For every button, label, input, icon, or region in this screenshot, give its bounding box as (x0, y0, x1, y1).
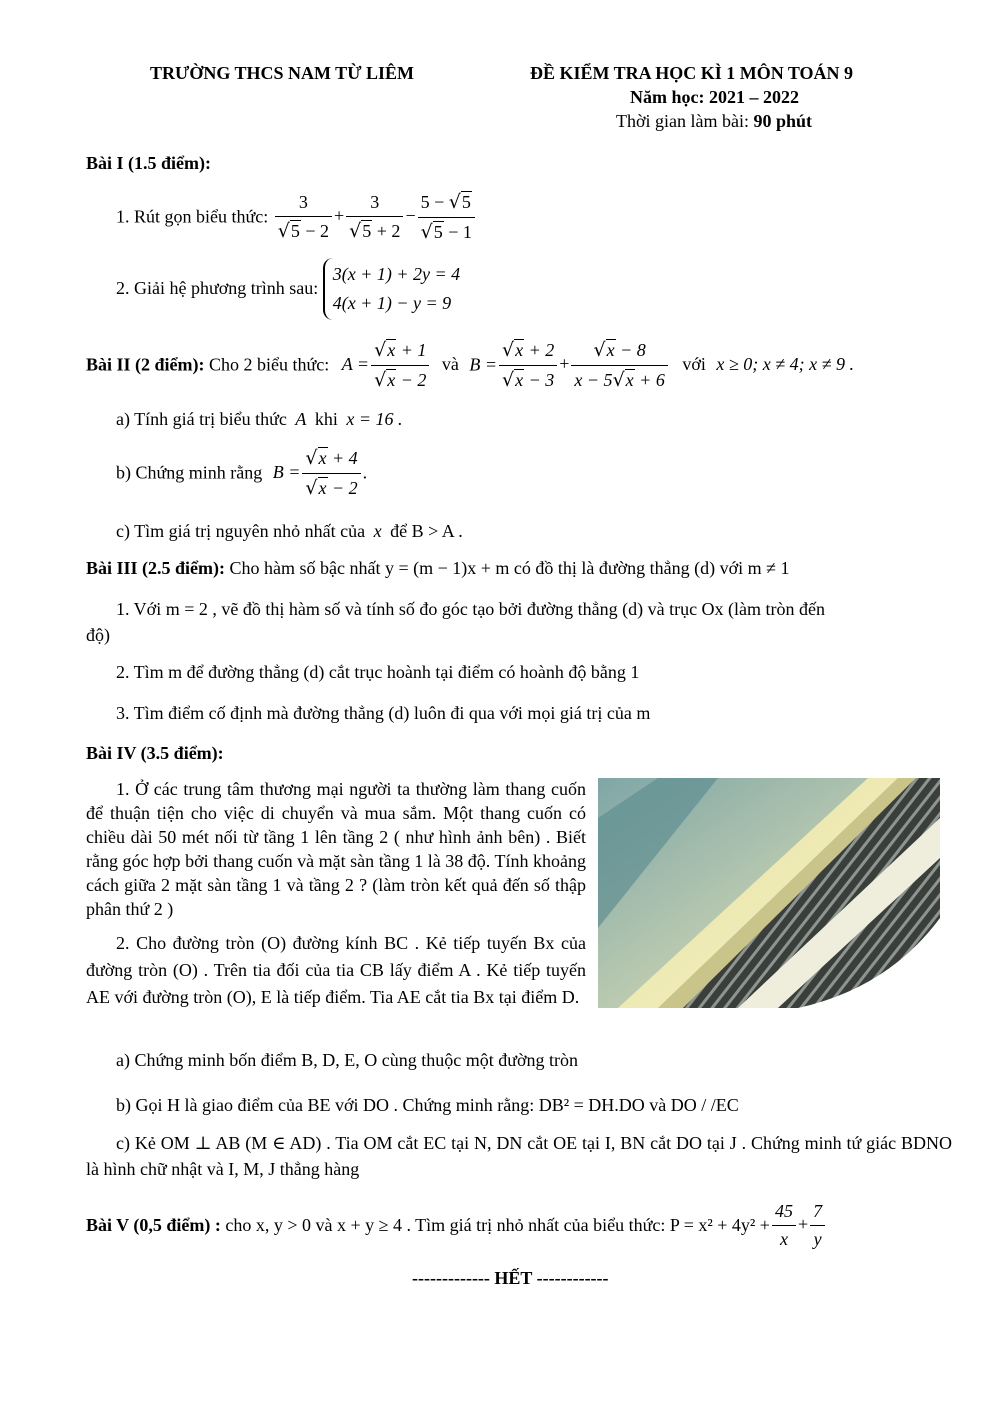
bai1-q1-text: 1. Rút gọn biểu thức: (116, 206, 269, 227)
equation-1: 3(x + 1) + 2y = 4 (332, 264, 461, 284)
expr-B-part2: $\frac{√x - 8}{x - 5√x + 6}$ (571, 338, 667, 392)
bai4-qa: a) Chứng minh bốn điểm B, D, E, O cùng thuộc một đường tròn (116, 1050, 578, 1070)
exam-time-label: Thời gian làm bài: (616, 111, 754, 131)
bai3-q3: 3. Tìm điểm cố định mà đường thẳng (d) luôn đi qua với mọi giá trị của m (116, 703, 651, 723)
fraction-7-y: $\frac{7}{y}$ (810, 1200, 825, 1252)
school-year: Năm học: 2021 – 2022 (630, 87, 799, 107)
bai3-q1b: độ) (86, 625, 110, 645)
bai2-qa-when: khi (314, 409, 338, 429)
exam-title: ĐỀ KIỂM TRA HỌC KÌ 1 MÔN TOÁN 9 (530, 63, 854, 83)
bai3-title: Bài III (2.5 điểm): (86, 558, 225, 578)
escalator-photo (598, 778, 940, 1008)
equation-2: 4(x + 1) − y = 9 (332, 292, 452, 313)
bai5-line: Bài V (0,5 điểm) : cho x, y > 0 và x + y ≥ 4 . Tìm giá trị nhỏ nhất của biểu thức: P = x² + 4y² + $\frac{45}{x}$ + $\frac{7}{y}$ (86, 1200, 827, 1252)
bai1-q1: 1. Rút gọn biểu thức: $\frac{3}{√5 - 2}$ + $\frac{3}{√5 + 2}$ − $\frac{5 - √5}{√5 - 1}$ (116, 190, 477, 244)
bai1-title: Bài I (1.5 điểm): (86, 153, 211, 173)
fraction-1: $\frac{3}{√5 - 2}$ (275, 191, 332, 244)
expr-B-part1: $\frac{√x + 2}{√x - 3}$ (499, 338, 557, 392)
equation-system (323, 258, 460, 320)
bai2-qb-text: b) Chứng minh rằng (116, 462, 263, 483)
bai4-qc: c) Kẻ OM ⊥ AB (M ∈ AD) . Tia OM cắt EC tại N, DN cắt OE tại I, BN cắt DO tại J . Chứng minh tứ giác BDNO là hình chữ nhật và I, M, J thẳng hàng (86, 1133, 952, 1180)
bai4-qb: b) Gọi H là giao điểm của BE với DO . Chứng minh rằng: DB² = DH.DO và DO / /EC (116, 1095, 739, 1115)
bai2-intro-line: Bài II (2 điểm): Cho 2 biểu thức: A = $\frac{√x + 1}{√x - 2}$ và B = $\frac{√x + 2}{√x - 3}$ + $\frac{√x - 8}{x - 5√x + 6}$ với x ≥ 0; x ≠ 4; x ≠ 9 . (86, 339, 854, 391)
fraction-3: $\frac{5 - √5}{√5 - 1}$ (418, 190, 475, 244)
bai2-qa-var: A (295, 409, 307, 429)
expr-B-simplified: $\frac{√x + 4}{√x - 2}$ (302, 446, 360, 500)
bai2-qb: b) Chứng minh rằng B = $\frac{√x + 4}{√x - 2}$ . (116, 447, 368, 499)
bai3-q2: 2. Tìm m để đường thẳng (d) cắt trục hoành tại điểm có hoành độ bằng 1 (116, 662, 640, 682)
bai1-q2 (116, 258, 460, 320)
bai2-qc-rest: để B > A . (390, 521, 463, 541)
bai2-title: Bài II (2 điểm): (86, 354, 205, 375)
bai2-qa (116, 408, 403, 431)
fraction-45-x: $\frac{45}{x}$ (772, 1200, 796, 1252)
bai2-qa-val: x = 16 . (346, 409, 403, 429)
bai5-title: Bài V (0,5 điểm) : (86, 1215, 221, 1236)
bai2-condition: x ≥ 0; x ≠ 4; x ≠ 9 . (716, 354, 854, 375)
end-marker: ------------- HẾT ------------ (412, 1268, 609, 1288)
bai2-qa-text: a) Tính giá trị biểu thức (116, 409, 287, 429)
exam-time-value: 90 phút (753, 111, 813, 131)
bai2-qc-text: c) Tìm giá trị nguyên nhỏ nhất của (116, 521, 366, 541)
school-name: TRƯỜNG THCS NAM TỪ LIÊM (150, 63, 415, 83)
fraction-2: $\frac{3}{√5 + 2}$ (346, 191, 403, 244)
bai5-text: cho x, y > 0 và x + y ≥ 4 . Tìm giá trị nhỏ nhất của biểu thức: P = x² + 4y² + (225, 1215, 770, 1236)
bai4-p2: 2. Cho đường tròn (O) đường kính BC . Kẻ tiếp tuyến Bx của đường tròn (O) . Trên tia đối của tia CB lấy điểm A . Kẻ tiếp tuyến AE với đường tròn (O), E là tiếp điểm. Tia AE cắt tia Bx tại điểm D. (86, 933, 586, 1007)
bai4-title: Bài IV (3.5 điểm): (86, 743, 224, 763)
bai3-q1a: 1. Với m = 2 , vẽ đồ thị hàm số và tính số đo góc tạo bởi đường thẳng (d) và trục Ox (làm tròn đến (116, 599, 826, 619)
bai3-intro-line (86, 557, 790, 580)
bai3-intro: Cho hàm số bậc nhất y = (m − 1)x + m có đồ thị là đường thẳng (d) với m ≠ 1 (229, 558, 790, 578)
bai2-qc-var: x (373, 521, 382, 541)
bai1-q2-text: 2. Giải hệ phương trình sau: (116, 278, 319, 299)
bai2-and: và (441, 354, 459, 375)
bai4-p1: 1. Ở các trung tâm thương mại người ta thường làm thang cuốn để thuận tiện cho việc di chuyển và mua sắm. Một thang cuốn có chiều dài 50 mét nối từ tầng 1 lên tầng 2 ( như hình ảnh bên) . Biết rằng góc hợp bởi thang cuốn và mặt sàn tầng 1 là 38 độ. Tính khoảng cách giữa 2 mặt sàn tầng 1 và tầng 2 ? (làm tròn kết quả đến số thập phân thứ 2 ) (86, 779, 586, 919)
exam-time (616, 110, 812, 133)
bai2-intro: Cho 2 biểu thức: (209, 354, 330, 375)
bai2-qc (116, 520, 463, 543)
bai2-with: với (682, 354, 706, 375)
expr-A: $\frac{√x + 1}{√x - 2}$ (371, 338, 429, 392)
